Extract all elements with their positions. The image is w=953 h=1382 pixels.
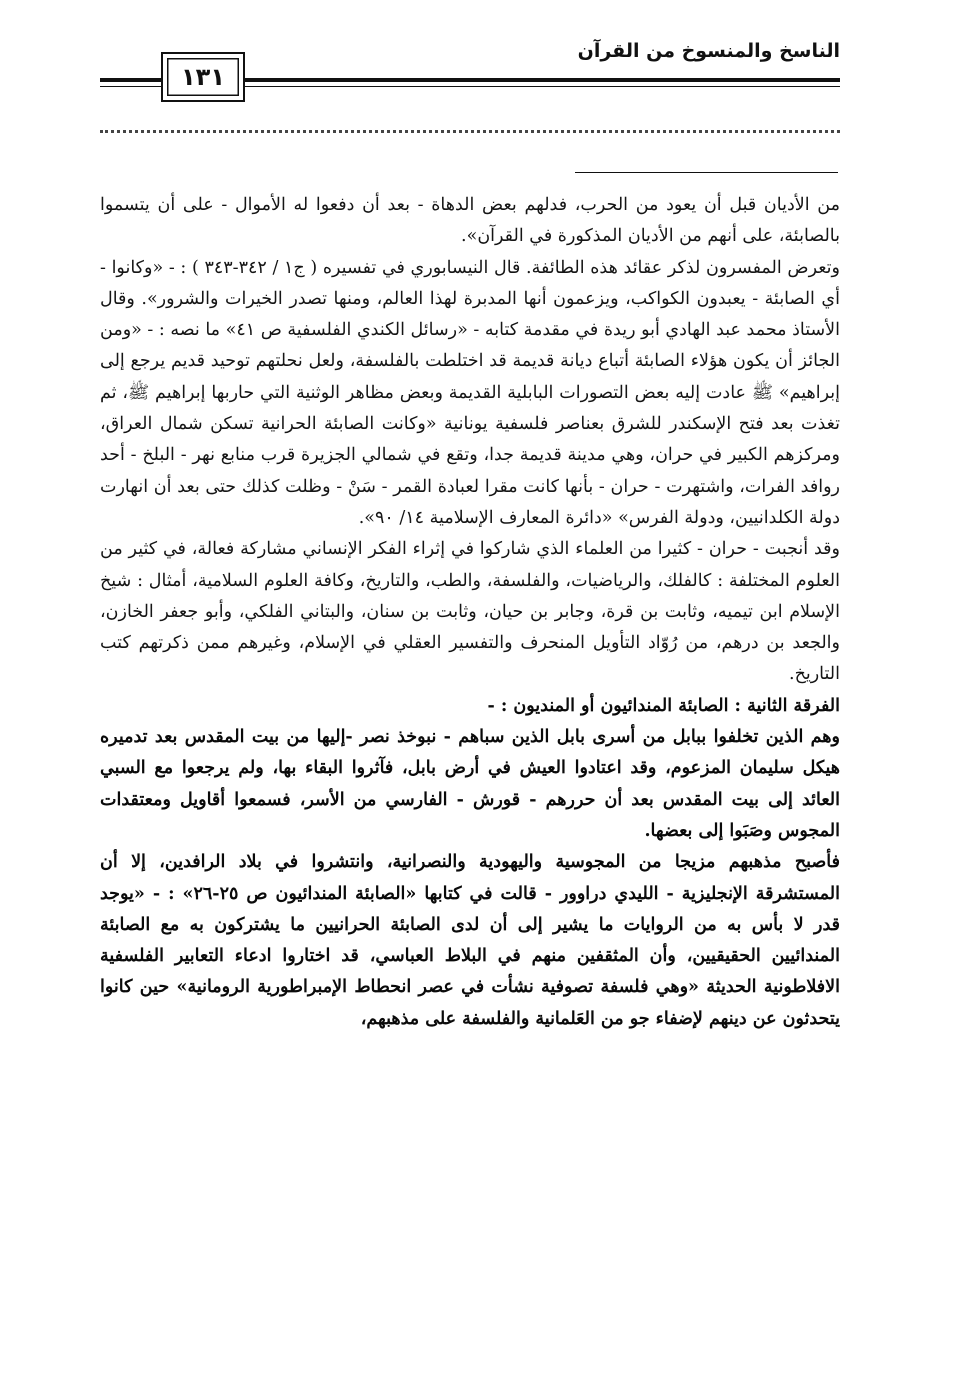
bold-paragraph-1: وهم الذين تخلفوا ببابل من أسرى بابل الذين سباهم - نبوخذ نصر -إليها من بيت المقدس بعد تدميره هيكل سليمان المزعوم، وقد اعتادوا العيش في أرض بابل، فآثروا البقاء بها، ولم يرجعوا مع السبي العائد إلى بيت المقدس بعد أن حررهم - قورش - الفارسي من الأسر، فسمعوا أقاويل ومعتقدات المجوس وصَبَوا إلى بعضها. [100, 727, 840, 841]
paragraph-1: من الأديان قبل أن يعود من الحرب، فدلهم بعض الدهاة - بعد أن دفعوا له الأموال - على أن يتسموا بالصابئة، على أنهم من الأديان المذكورة في القرآن». [100, 195, 840, 247]
running-title: الناسخ والمنسوخ من القرآن [577, 40, 840, 62]
body-text [100, 190, 840, 1035]
dotted-separator [100, 130, 840, 133]
paragraph-3: وقد أنجبت - حران - كثيرا من العلماء الذي شاركوا في إثراء الفكر الإنساني مشاركة فعالة، في كثير من العلوم المختلفة : كالفلك، والرياضيات، والفلسفة، والطب، والتاريخ، وكافة العلوم السلامية، أمثال : شيخ الإسلام ابن تيميه، وثابت بن قرة، وجابر بن حيان، وثابت بن سنان، والبتاني الفلكي، وأبو جعفر الخازن، والجعد بن درهم، من رُوّاد التأويل المنحرف والتفسير العقلي في الإسلام، وغيرهم ممن ذكرتهم كتب التاريخ. [100, 539, 840, 685]
section-heading: الفرقة الثانية : الصابئة المندائيون أو المنديون : - [487, 695, 840, 716]
bold-paragraph-2: فأصبح مذهبهم مزيجا من المجوسية واليهودية والنصرانية، وانتشروا في بلاد الرافدين، إلا أن المستشرقة الإنجليزية - الليدي دراوور - قالت في كتابها «الصابئة المندائيون ص ٢٥-٢٦» : - «يوجد قدر لا بأس به من الروايات ما يشير إلى أن لدى الصابئة الحرانيين ما يشتركون به مع الصابئة المندائيين الحقيقيين، وأن المثقفين منهم في البلاط العباسي، قد اختاروا ادعاء التعابير الفلسفية الافلاطونية الحديثة «وهي فلسفة تصوفية نشأت في عصر انحطاط الإمبراطورية الرومانية» حين كانوا يتحدثون عن دينهم لإضفاء جو من العَلمانية والفلسفة على مذهبهم، [100, 852, 840, 1029]
page-number: ١٣١ [161, 52, 245, 102]
paragraph-2: وتعرض المفسرون لذكر عقائد هذه الطائفة. قال النيسابوري في تفسيره ( ج١ / ٣٤٢-٣٤٣ ) : - «وكانوا - أي الصابئة - يعبدون الكواكب، ويزعمون أنها المدبرة لهذا العالم، ومنها تصدر الخيرات والشرور». وقال الأستاذ محمد عبد الهادي أبو ريدة في مقدمة كتابه - «رسائل الكندي الفلسفية ص ٤١» ما نصه : - «ومن الجائز أن يكون هؤلاء الصابئة أتباع ديانة قديمة قد اختلطت بالفلسفة، ولعل نحلتهم توحيد قديم يرجع إلى إبراهيم» ﷺ عادت إليه بعض التصورات البابلية القديمة وبعض مظاهر الوثنية التي حاربها إبراهيم ﷺ، ثم تغذت بعد فتح الإسكندر للشرق بعناصر فلسفية يونانية «وكانت الصابئة الحرانية تسكن شمال العراق، ومركزهم الكبير في حران، وهي مدينة قديمة جدا، وتقع في شمالي الجزيرة قرب منابع نهر - البلخ - أحد روافد الفرات، واشتهرت - حران - بأنها كانت مقرا لعبادة القمر - سَنْ - وظلت كذلك حتى بعد أن انهارت دولة الكلدانيين، ودولة الفرس» «دائرة المعارف الإسلامية ١٤/ ٩٠». [100, 257, 840, 528]
footnote-rule [575, 172, 838, 173]
